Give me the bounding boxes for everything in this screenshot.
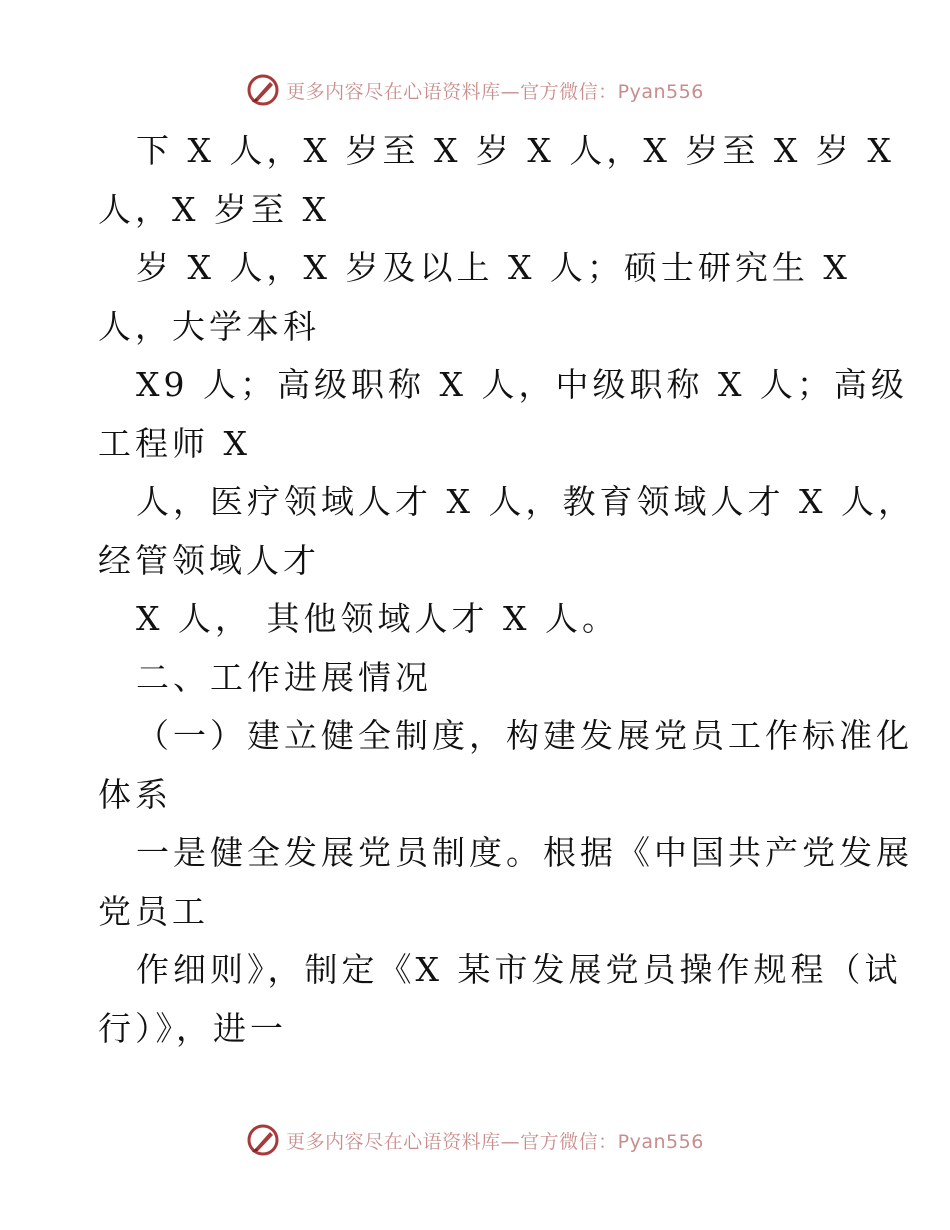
text-line: 经管领域人才: [98, 540, 320, 580]
text-line: X9 人；高级职称 X 人，中级职称 X 人；高级: [136, 365, 908, 404]
text-line: X 人， 其他领域人才 X 人。: [136, 599, 619, 638]
text-line: 作细则》，制定《X 某市发展党员操作规程（试: [136, 950, 902, 989]
text-line: 行）》，进一: [98, 1008, 287, 1048]
text-line: 下 X 人，X 岁至 X 岁 X 人，X 岁至 X 岁 X: [136, 131, 895, 170]
text-line: 体系: [98, 774, 172, 814]
text-line: 人，大学本科: [98, 306, 320, 346]
text-line: 人，X 岁至 X: [98, 189, 330, 229]
footer-watermark: [0, 1120, 950, 1160]
text-line: 人，医疗领域人才 X 人，教育领域人才 X 人，: [136, 482, 915, 521]
text-line: 一是健全发展党员制度。根据《中国共产党发展: [136, 833, 913, 872]
text-line: 党员工: [98, 891, 209, 931]
watermark-text: 更多内容尽在心语资料库—官方微信：Pyan556: [286, 1130, 704, 1153]
pen-logo-icon: [246, 1123, 280, 1157]
watermark-text: 更多内容尽在心语资料库—官方微信：Pyan556: [286, 80, 704, 103]
text-line: （一）建立健全制度，构建发展党员工作标准化: [136, 716, 913, 755]
pen-logo-icon: [246, 73, 280, 107]
text-line: 工程师 X: [98, 423, 251, 463]
text-line: 岁 X 人，X 岁及以上 X 人；硕士研究生 X: [136, 248, 851, 287]
header-watermark: [0, 70, 950, 110]
document-body: [98, 122, 915, 1058]
text-line: 二、工作进展情况: [136, 657, 432, 697]
